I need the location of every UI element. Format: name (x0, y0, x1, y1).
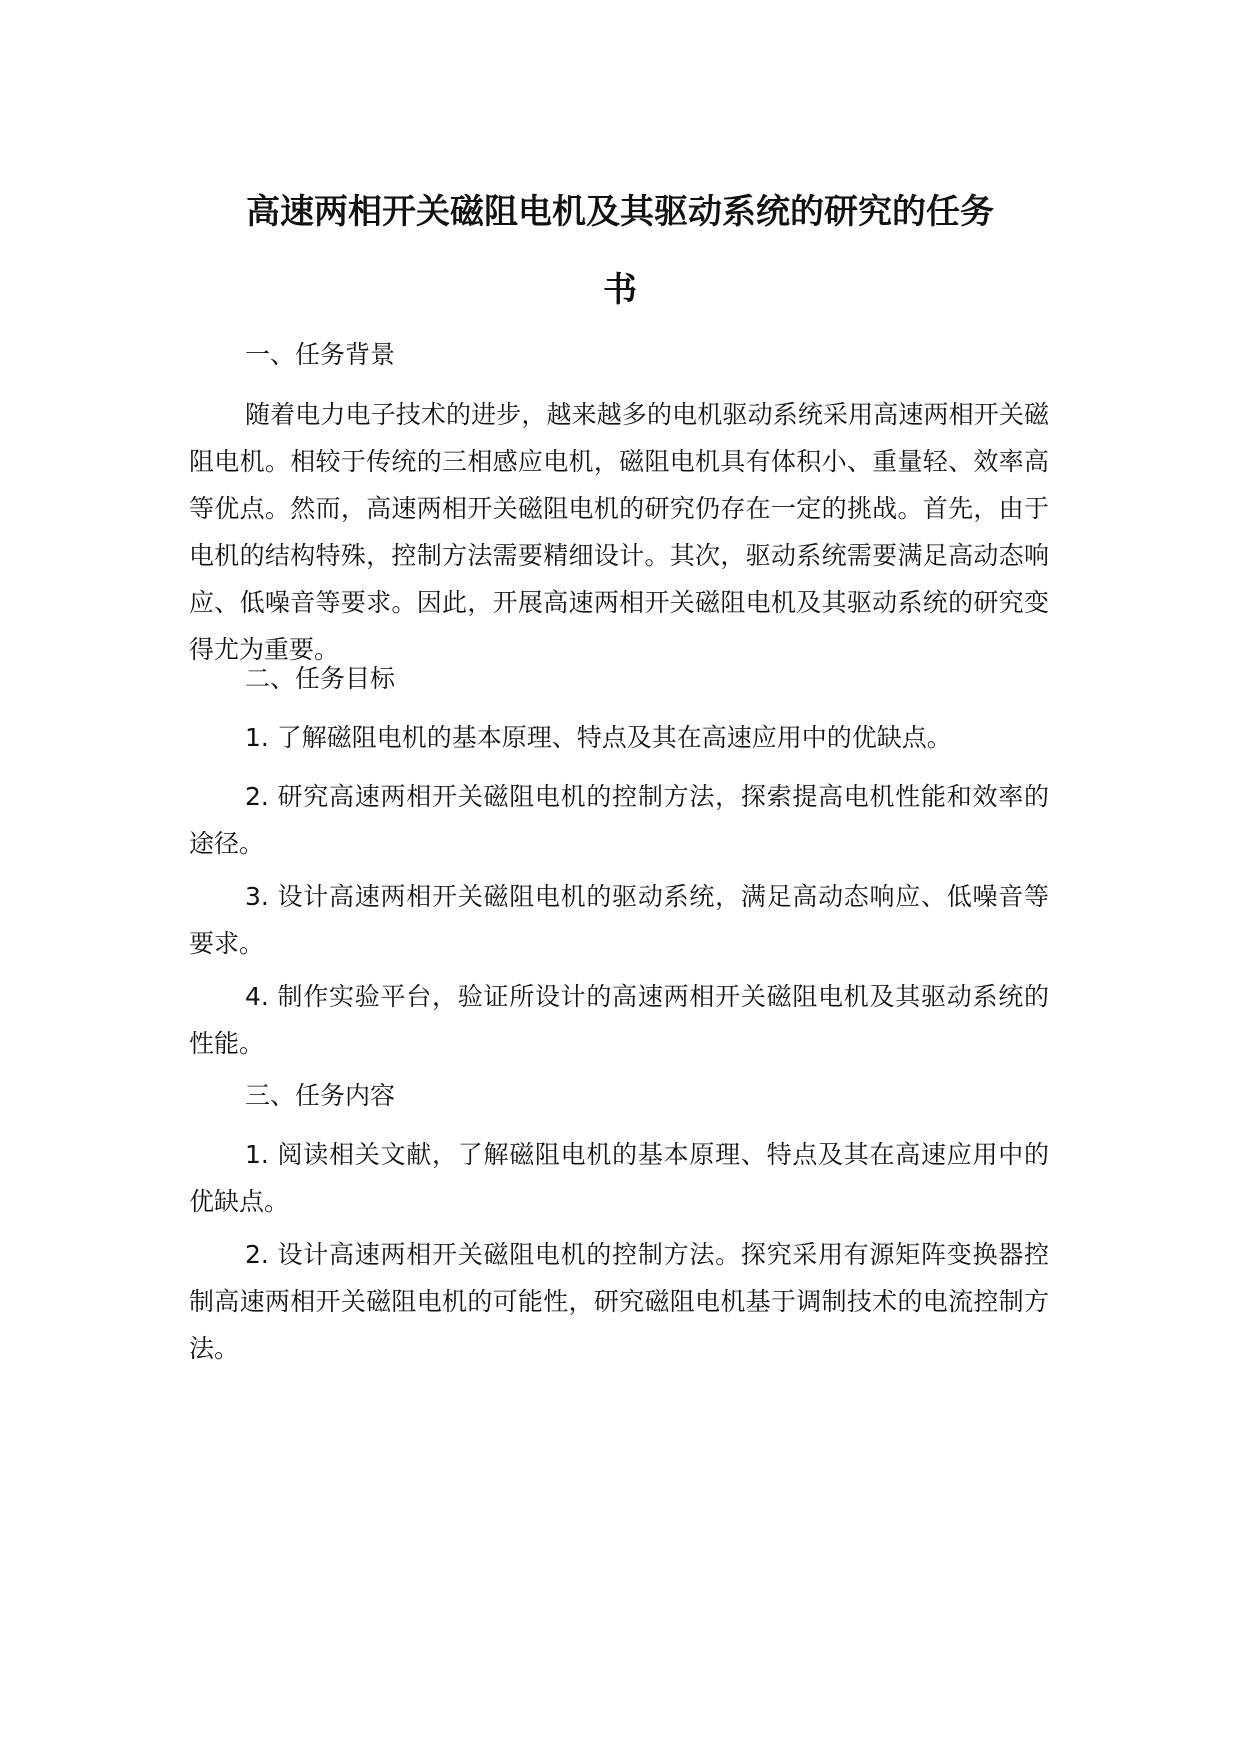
content-item-1: 1. 阅读相关文献，了解磁阻电机的基本原理、特点及其在高速应用中的优缺点。 (189, 1140, 1049, 1216)
section-heading-contents: 三、任务内容 (245, 1081, 396, 1110)
goal-item-2: 2. 研究高速两相开关磁阻电机的控制方法，探索提高电机性能和效率的途径。 (189, 782, 1049, 858)
section-heading-goals: 二、任务目标 (245, 664, 396, 693)
content-item-2: 2. 设计高速两相开关磁阻电机的控制方法。探究采用有源矩阵变换器控制高速两相开关磁阻电机的可能性，研究磁阻电机基于调制技术的电流控制方法。 (189, 1240, 1049, 1363)
document-title-line1: 高速两相开关磁阻电机及其驱动系统的研究的任务 (246, 192, 994, 232)
background-paragraph: 随着电力电子技术的进步，越来越多的电机驱动系统采用高速两相开关磁阻电机。相较于传统的三相感应电机，磁阻电机具有体积小、重量轻、效率高等优点。然而，高速两相开关磁阻电机的研究仍存在一定的挑战。首先，由于电机的结构特殊，控制方法需要精细设计。其次，驱动系统需要满足高动态响应、低噪音等要求。因此，开展高速两相开关磁阻电机及其驱动系统的研究变得尤为重要。 (189, 400, 1049, 664)
goal-item-1: 1. 了解磁阻电机的基本原理、特点及其在高速应用中的优缺点。 (245, 723, 952, 752)
document-title-line2: 书 (603, 270, 637, 310)
goal-item-3: 3. 设计高速两相开关磁阻电机的驱动系统，满足高动态响应、低噪音等要求。 (189, 882, 1049, 958)
goal-item-4: 4. 制作实验平台，验证所设计的高速两相开关磁阻电机及其驱动系统的性能。 (189, 982, 1049, 1058)
section-heading-background: 一、任务背景 (245, 340, 396, 369)
